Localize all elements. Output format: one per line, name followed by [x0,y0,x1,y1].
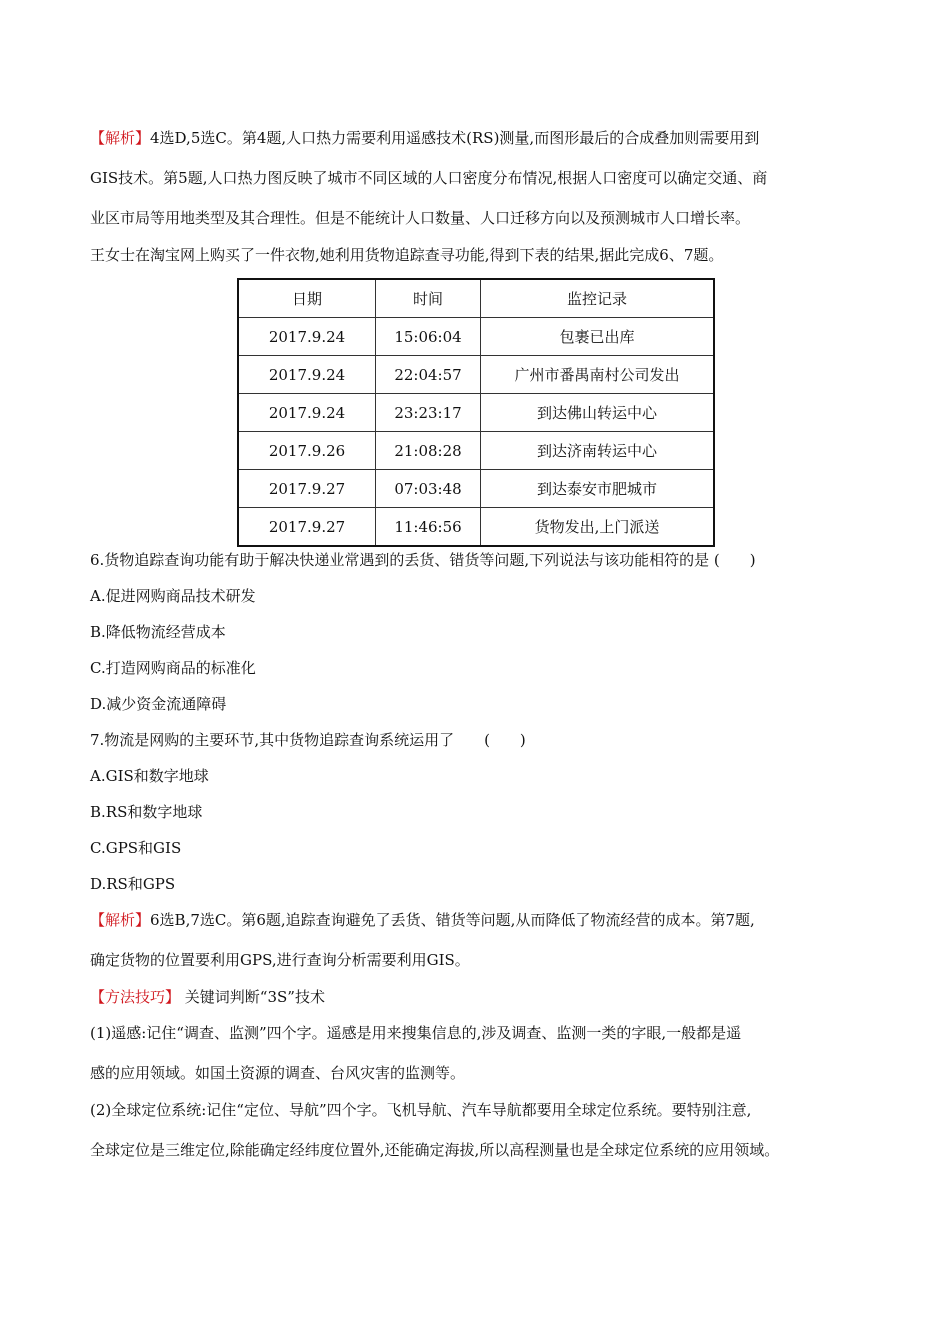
question-6-option-d: D.减少资金流通障碍 [90,695,227,713]
cell-record: 货物发出,上门派送 [481,508,715,547]
cell-date: 2017.9.24 [238,394,376,432]
table-header-row [238,279,714,318]
header-date: 日期 [238,279,376,318]
table-row [238,318,714,356]
cell-record: 包裹已出库 [481,318,715,356]
cell-time: 23:23:17 [376,394,481,432]
header-record: 监控记录 [481,279,715,318]
method-title: 关键词判断“3S”技术 [180,988,325,1006]
analysis-2-text: 6选B,7选C。第6题,追踪查询避免了丢货、错货等问题,从而降低了物流经营的成本。第7题, [150,911,755,929]
analysis-2-line-1 [90,910,870,930]
question-7-option-a: A.GIS和数字地球 [90,767,209,785]
analysis-2-line-2: 确定货物的位置要利用GPS,进行查询分析需要利用GIS。 [90,951,470,969]
cell-record: 广州市番禺南村公司发出 [481,356,715,394]
analysis-1-text: 4选D,5选C。第4题,人口热力需要利用遥感技术(RS)测量,而图形最后的合成叠加则需要用到 [150,129,760,147]
analysis-1-line-3: 业区市局等用地类型及其合理性。但是不能统计人口数量、人口迁移方向以及预测城市人口增长率。 [90,209,751,227]
method-tag: 【方法技巧】 [90,988,181,1006]
cell-date: 2017.9.26 [238,432,376,470]
cell-record: 到达佛山转运中心 [481,394,715,432]
method-p1-line-2: 感的应用领域。如国土资源的调查、台风灾害的监测等。 [90,1064,466,1082]
method-p1-line-1: (1)遥感:记住“调查、监测”四个字。遥感是用来搜集信息的,涉及调查、监测一类的字眼,一般都是遥 [90,1024,742,1042]
analysis-tag: 【解析】 [90,129,151,147]
cell-date: 2017.9.27 [238,470,376,508]
method-p2-line-1: (2)全球定位系统:记住“定位、导航”四个字。飞机导航、汽车导航都要用全球定位系统。要特别注意, [90,1101,752,1119]
cell-time: 21:08:28 [376,432,481,470]
table-row [238,470,714,508]
table-row [238,356,714,394]
question-7-option-d: D.RS和GPS [90,875,176,893]
table-row [238,508,714,547]
cell-time: 15:06:04 [376,318,481,356]
header-time: 时间 [376,279,481,318]
table-row [238,432,714,470]
question-intro: 王女士在淘宝网上购买了一件衣物,她利用货物追踪查寻功能,得到下表的结果,据此完成6、7题。 [90,246,724,264]
question-6-stem: 6.货物追踪查询功能有助于解决快递业常遇到的丢货、错货等问题,下列说法与该功能相符的是 ( ) [90,551,756,569]
question-6-option-c: C.打造网购商品的标准化 [90,659,256,677]
cell-time: 22:04:57 [376,356,481,394]
table-row [238,394,714,432]
question-6-option-b: B.降低物流经营成本 [90,623,226,641]
question-6-option-a: A.促进网购商品技术研发 [90,587,256,605]
cell-date: 2017.9.24 [238,318,376,356]
question-7-option-b: B.RS和数字地球 [90,803,203,821]
cell-date: 2017.9.24 [238,356,376,394]
method-heading [90,987,870,1007]
analysis-1-line-1 [90,128,870,148]
cell-record: 到达济南转运中心 [481,432,715,470]
question-7-stem: 7.物流是网购的主要环节,其中货物追踪查询系统运用了 ( ) [90,731,526,749]
cell-time: 11:46:56 [376,508,481,547]
analysis-1-line-2: GIS技术。第5题,人口热力图反映了城市不同区域的人口密度分布情况,根据人口密度可以确定交通、商 [90,169,768,187]
question-7-option-c: C.GPS和GIS [90,839,182,857]
cell-time: 07:03:48 [376,470,481,508]
cell-record: 到达泰安市肥城市 [481,470,715,508]
tracking-table [237,278,715,547]
analysis-tag: 【解析】 [90,911,151,929]
method-p2-line-2: 全球定位是三维定位,除能确定经纬度位置外,还能确定海拔,所以高程测量也是全球定位系统的应用领域。 [90,1141,780,1159]
cell-date: 2017.9.27 [238,508,376,547]
